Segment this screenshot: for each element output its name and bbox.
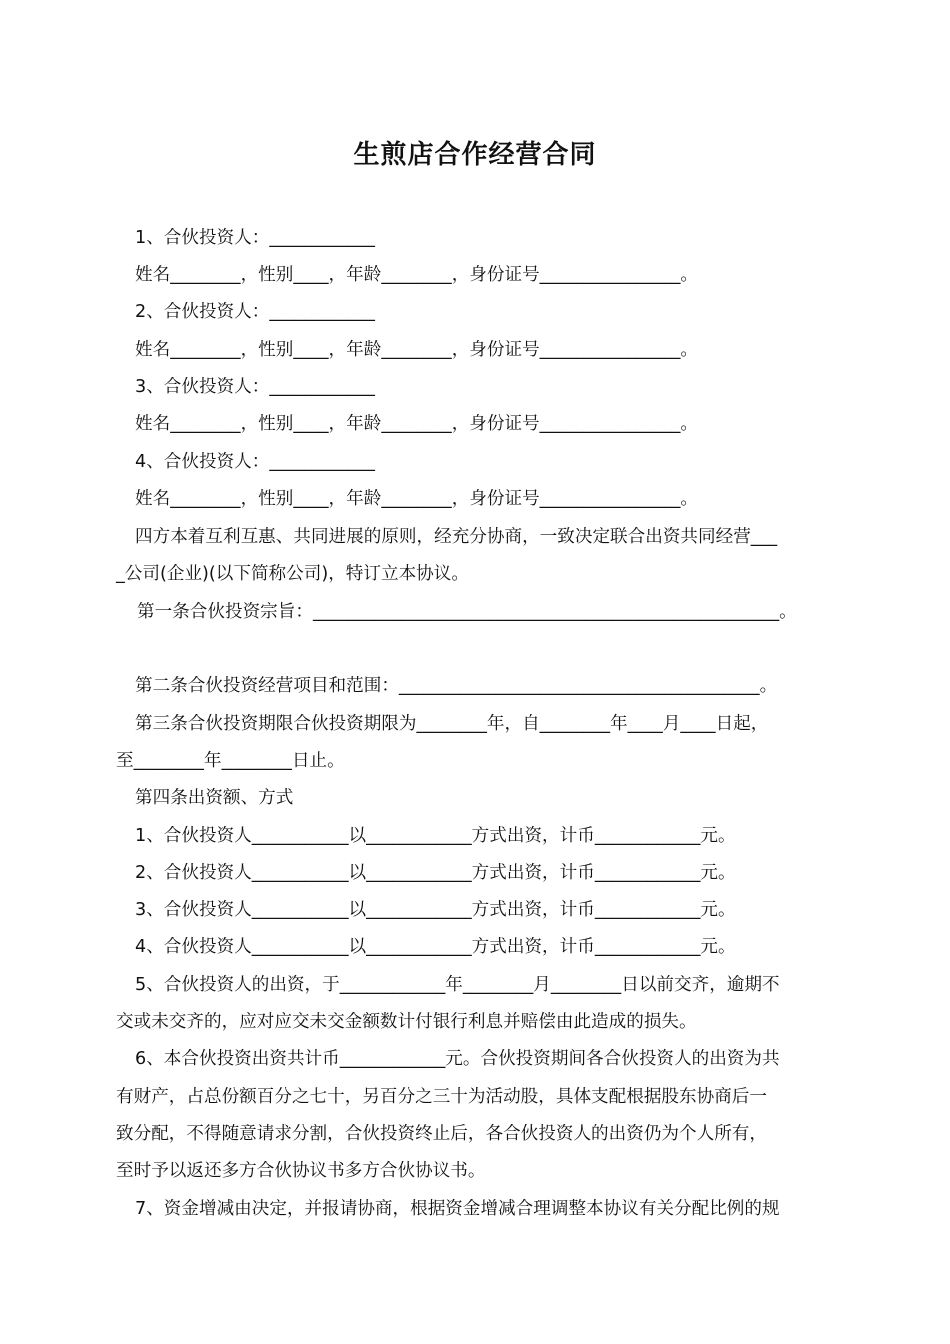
partner-2-heading: 2、合伙投资人：____________ [135, 302, 375, 322]
article-1: 第一条合伙投资宗旨：_____________________________________________________。 [137, 602, 797, 622]
partner-1-heading: 1、合伙投资人：____________ [135, 228, 375, 248]
partner-4-heading: 4、合伙投资人：____________ [135, 452, 375, 472]
clause-5-line-1: 5、合伙投资人的出资，于____________年________月________日以前交齐，逾期不 [135, 975, 780, 995]
preamble-line-2: _公司(企业)(以下简称公司)，特订立本协议。 [116, 564, 469, 584]
partner-2-details: 姓名________，性别____，年龄________，身份证号________________。 [135, 340, 699, 360]
article-4-heading: 第四条出资额、方式 [135, 788, 294, 808]
article-3-line-1: 第三条合伙投资期限合伙投资期限为________年，自________年____月____日起， [135, 714, 769, 734]
clause-6-line-1: 6、本合伙投资出资共计币____________元。合伙投资期间各合伙投资人的出资为共 [135, 1049, 780, 1069]
contribution-3: 3、合伙投资人___________以____________方式出资，计币____________元。 [135, 900, 736, 920]
preamble-line-1: 四方本着互利互惠、共同进展的原则，经充分协商，一致决定联合出资共同经营___ [135, 527, 778, 547]
partner-3-details: 姓名________，性别____，年龄________，身份证号________________。 [135, 414, 699, 434]
contribution-4: 4、合伙投资人___________以____________方式出资，计币____________元。 [135, 937, 736, 957]
document-title: 生煎店合作经营合同 [353, 140, 597, 170]
article-3-line-2: 至________年________日止。 [116, 751, 345, 771]
contribution-1: 1、合伙投资人___________以____________方式出资，计币____________元。 [135, 826, 736, 846]
clause-6-line-2: 有财产，占总份额百分之七十，另百分之三十为活动股，具体支配根据股东协商后一 [116, 1087, 767, 1107]
clause-7-line-1: 7、资金增减由决定，并报请协商，根据资金增减合理调整本协议有关分配比例的规 [135, 1199, 780, 1219]
partner-1-details: 姓名________，性别____，年龄________，身份证号________________。 [135, 265, 699, 285]
contribution-2: 2、合伙投资人___________以____________方式出资，计币____________元。 [135, 863, 736, 883]
article-2: 第二条合伙投资经营项目和范围：_________________________________________。 [135, 676, 778, 696]
partner-4-details: 姓名________，性别____，年龄________，身份证号________________。 [135, 489, 699, 509]
partner-3-heading: 3、合伙投资人：____________ [135, 377, 375, 397]
clause-6-line-4: 至时予以返还多方合伙协议书多方合伙协议书。 [116, 1161, 486, 1181]
clause-6-line-3: 致分配，不得随意请求分割，合伙投资终止后，各合伙投资人的出资仍为个人所有， [116, 1124, 767, 1144]
clause-5-line-2: 交或未交齐的，应对应交未交金额数计付银行利息并赔偿由此造成的损失。 [116, 1012, 697, 1032]
